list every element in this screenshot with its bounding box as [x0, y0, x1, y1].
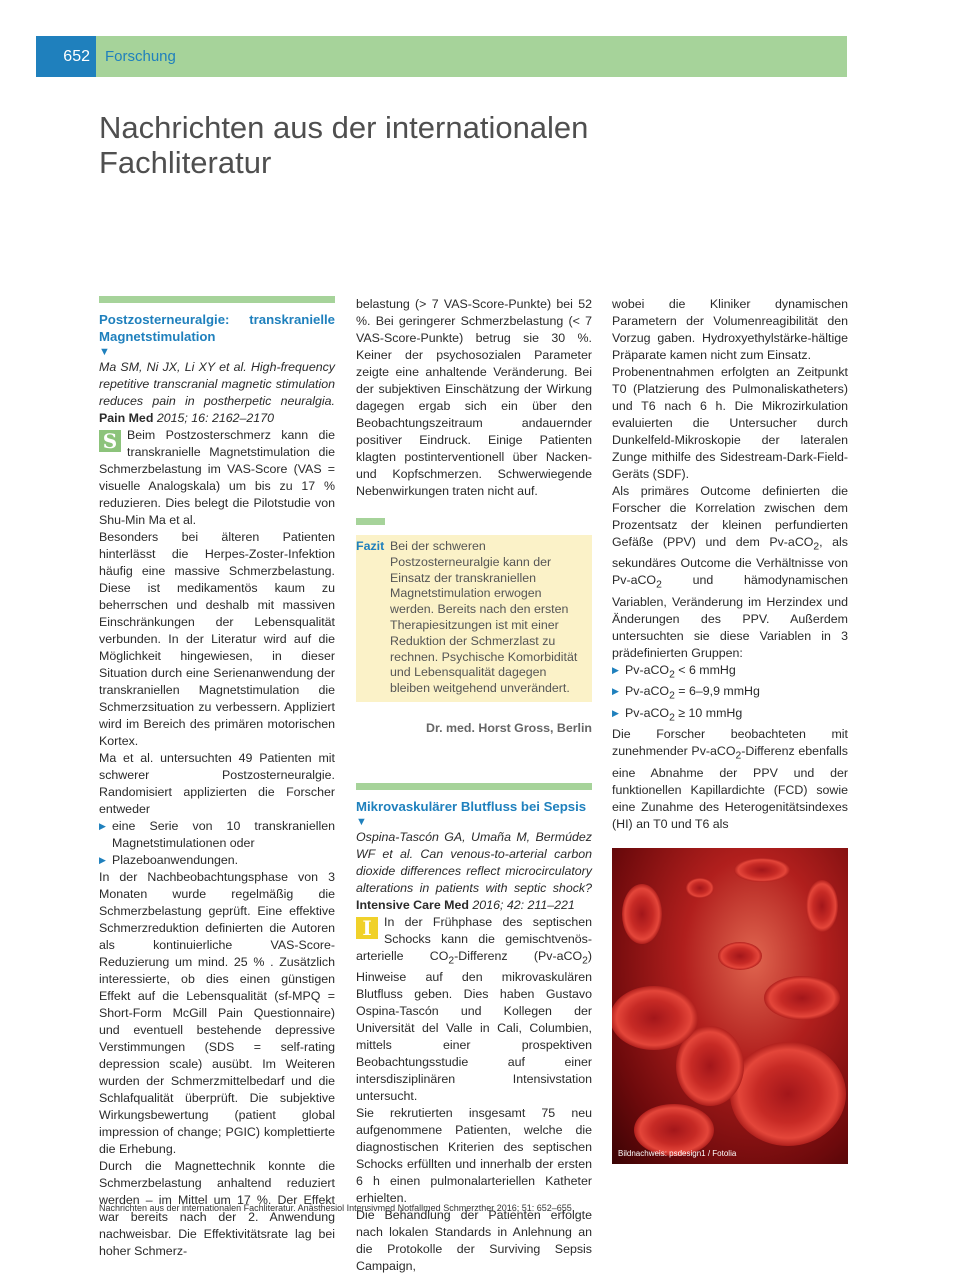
article2-paragraph: Probenentnahmen erfolgten an Zeitpunkt T0 (Platzierung des Pulmonaliskatheters) und T6 nach 6 h. Die Mikrozirkulation evaluierten die Untersucher durch Dunkelfeld-Mikroskopie der lateralen Zunge mithilfe des Sidestream-Dark-Field-Geräts (SDF). — [612, 365, 848, 481]
article1-dropcap: S — [99, 430, 121, 452]
fazit-text: Bei der schweren Postzosterneuralgie kann der Einsatz der transkraniellen Magnetstimulation erwogen werden. Bereits nach den ersten Therapiesitzungen ist mit einer Reduktion der Schmerzlast zu rechnen. Psychische Komorbidität und Lebensqualität dagegen bleiben weitgehend unverändert. — [390, 539, 578, 696]
section-label: Forschung — [105, 48, 176, 65]
article2-bullet: ▶ Pv-aCO$_2$ ≥ 10 mmHg — [612, 705, 848, 726]
article1-paragraph: belastung (> 7 VAS-Score-Punkte) bei 52 %. Bei geringerer Schmerzbelastung (< 7 VAS-Score-Punkte) betrug sie 30 %. Keiner der psychosozialen Parameter zeigte eine anhaltende Veränderung. Bei der subjektiven Einschätzung der Wirkung dagegen ergab sich ein über den Beobachtungszeitraum andauernder positiver Eindruck. Einige Patienten klagten postinterventionell über Nacken- und Kopfschmerzen. Schwerwiegende Nebenwirkungen traten nicht auf. — [356, 297, 592, 498]
triangle-down-icon: ▼ — [99, 346, 110, 358]
article1-ref-authors: Ma SM, Ni JX, Li XY et al. High-frequency repetitive transcranial magnetic stimulation reduces pain in postherpetic neuralgia. — [99, 360, 335, 408]
article1-lead — [99, 427, 335, 529]
column-2 — [356, 296, 592, 1275]
article1-reference — [99, 359, 335, 427]
article1-ref-rest: 2015; 16: 2162–2170 — [156, 411, 274, 425]
running-header — [36, 36, 847, 77]
article1-paragraph: Ma et al. untersuchten 49 Patienten mit schwerer Postzosterneuralgie. Randomisiert applizierten die Forscher entweder — [99, 751, 335, 816]
article1-paragraph: Durch die Magnettechnik konnte die Schmerzbelastung anhaltend reduziert werden – im Mittel um 17 %. Der Effekt war bereits nach der 2. Anwendung nachweisbar. Die Effektivitätsrate lag bei hoher Schmerz- — [99, 1159, 335, 1258]
article2-ref-rest: 2016; 42: 211–221 — [472, 897, 575, 912]
article2-paragraph: Die Behandlung der Patienten erfolgte nach lokalen Standards in Anlehnung an die Protokolle der Surviving Sepsis Campaign, — [356, 1208, 592, 1274]
article1-paragraph: In der Nachbeobachtungsphase von 3 Monaten wurde regelmäßig die Schmerzbelastung geprüft. Eine effektive Schmerzreduktion definierten die Autoren als kontinuierliche VAS-Score-Reduzierung um mind. 25 % . Zusätzlich interessierte, ob dies einen günstigen Effekt auf die Lebensqualität (sf-MPQ = Short-Form McGill Pain Questionnaire) und eventuell bestehende depressive Verstimmungen (SDS = self-rating depression scale) ausübt. Im Weiteren wurden der Schmerzmittelbedarf und die Schlafqualität überprüft. Die subjektive Wirkungsbewertung (patient global impression of change; PGIC) komplettierte die Erhebung. — [99, 870, 335, 1156]
article1-bullet: ▶ eine Serie von 10 transkraniellen Magnetstimulationen oder — [99, 818, 335, 852]
article2-title: Mikrovaskulärer Blutfluss bei Sepsis — [356, 798, 587, 814]
page-title — [99, 110, 699, 180]
red-blood-cells-illustration — [612, 848, 848, 1164]
article2-lead: I In der Frühphase des septischen Schocks kann die gemischtvenös-arterielle $CO_2$-Differenz (Pv-aCO$_2$) Hinweise auf den mikrovaskulären Blutfluss geben. Dies haben Gustavo Ospina-Tascón und Kollegen der Universität del Valle in Cali, Columbien, mittels einer prospektiven Beobachtungsstudie auf einer intersdisziplinären Intensivstation untersucht. — [356, 914, 592, 1104]
article1-ref-journal: Pain Med — [99, 411, 154, 425]
article1-paragraph: Besonders bei älteren Patienten hinterlässt die Herpes-Zoster-Infektion häufig eine massive Schmerzbelastung. Diese ist medikamentös kaum zu beherrschen und deshalb mit massiven Einschränkungen der Lebensqualität verbunden. In der Literatur wird auf die Möglichkeit hingewiesen, in dieser Situation durch eine Serienanwendung der transkraniellen Magnetstimulation die Schmerzsituation zu verbessern. Appliziert wird im Bereich des primären motorischen Kortex. — [99, 530, 335, 748]
article1-bullet: ▶ Plazeboanwendungen. — [99, 852, 335, 869]
article2-paragraph: Die Forscher beobachteten mit zunehmender Pv-aCO$_2$-Differenz ebenfalls eine Abnahme der PPV und der funktionellen Kapillardichte (FCD) sowie eine Zunahme des Heterogenitätsindexes (HI) an T0 und T6 als — [612, 727, 848, 831]
column-3 — [612, 296, 848, 937]
article2-paragraph: wobei die Kliniker dynamischen Parametern der Volumenreagibilität den Vorzug gaben. Hydroxyethylstärke-hältige Präparate kamen nicht zum Einsatz. — [612, 297, 848, 362]
fazit-box — [356, 535, 592, 702]
article2-paragraph: Als primäres Outcome definierten die Forscher die Korrelation zwischen dem Prozentsatz der kleinen perfundierten Gefäße (PPV) und dem Pv-aCO$_2$, als sekundäres Outcome die Verhältnisse von Pv-aCO$_2$ und hämodynamischen Variablen, Veränderung im Herzindex und Änderungen des PPV. Außerdem untersuchten sie diese Variablen in 3 prädefinierten Gruppen: — [612, 484, 848, 660]
article1-title: Postzosterneuralgie: transkranielle Magnetstimulation — [99, 312, 335, 344]
footer-citation: Nachrichten aus der internationalen Fachliteratur. Anästhesiol Intensivmed Notfallmed Schmerzther 2016; 51: 652–655 — [99, 1203, 572, 1213]
article1-lead-text: Beim Postzosterschmerz kann die transkranielle Magnetstimulation die Schmerzbelastung im VAS-Score (VAS = visuelle Analogskala) um bis zu 17 % reduzieren. Dies belegt die Pilotstudie von Shu-Min Ma et al. — [99, 428, 335, 527]
article2-paragraph: Sie rekrutierten insgesamt 75 neu aufgenommene Patienten, welche die diagnostischen Kriterien des septischen Schocks erfüllten und innerhalb der ersten 6 h einen pulmonalarteriellen Katheter erhielten. — [356, 1106, 592, 1206]
article2-ref-journal: Intensive Care Med — [356, 897, 469, 912]
blood-cells-photo — [612, 848, 848, 1164]
fazit-divider — [356, 518, 385, 525]
article2-reference — [356, 829, 592, 914]
article2-dropcap: I — [356, 917, 378, 939]
page-number: 652 — [36, 36, 96, 77]
article2-bullet: ▶ Pv-aCO$_2$ = 6–9,9 mmHg — [612, 683, 848, 704]
article2-bullet: ▶ Pv-aCO$_2$ < 6 mmHg — [612, 662, 848, 683]
page-title-line2: Fachliteratur — [99, 145, 272, 180]
fazit-label: Fazit — [356, 539, 385, 553]
column-1 — [99, 296, 335, 1260]
article-divider — [99, 296, 335, 303]
article1-author: Dr. med. Horst Gross, Berlin — [426, 720, 592, 735]
article-divider — [356, 783, 592, 790]
triangle-down-icon: ▼ — [356, 815, 367, 828]
page-title-line1: Nachrichten aus der internationalen — [99, 110, 589, 145]
image-credit: Bildnachweis: psdesign1 / Fotolia — [618, 1149, 737, 1158]
article2-ref-authors: Ospina-Tascón GA, Umaña M, Bermúdez WF et al. Can venous-to-arterial carbon dioxide differences reflect microcirculatory alterations in patients with septic shock? — [356, 829, 592, 895]
